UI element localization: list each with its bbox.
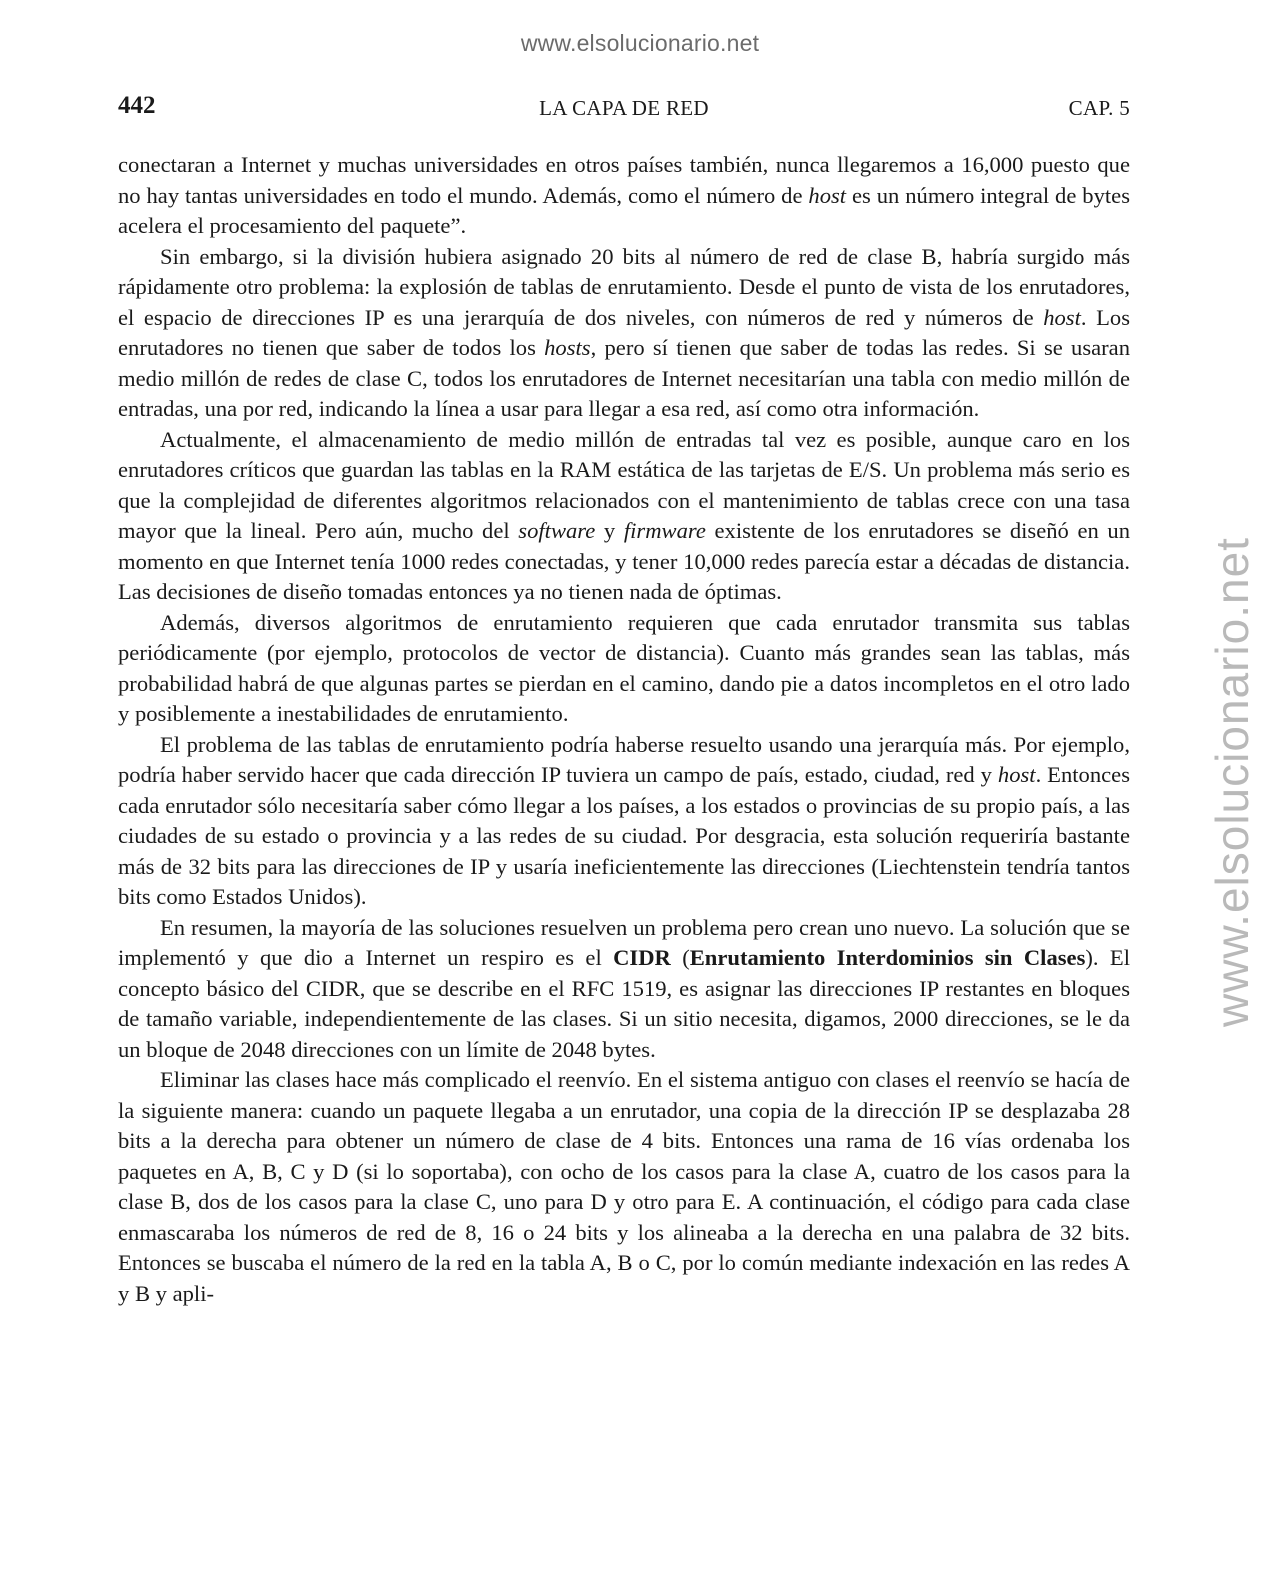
paragraph-1 — [118, 150, 1130, 242]
text: . Entonces cada enrutador sólo necesitaría saber cómo llegar a los países, a los estados o provincias de su propio país, a las ciudades de su estado o provincia y a las redes de su ciudad. Por desgracia, esta solución requeriría bastante más de 32 bits para las direcciones de IP y usaría ineficientemente las direcciones (Liechtenstein tendría tantos bits como Estados Unidos). — [118, 762, 1130, 909]
watermark-top: www.elsolucionario.net — [520, 30, 760, 56]
chapter-label: CAP. 5 — [1068, 96, 1130, 120]
page-header — [118, 92, 1130, 124]
text: es un número integral de bytes acelera el procesamiento del paquete”. — [118, 182, 1130, 238]
italic-term: firmware — [623, 518, 706, 543]
running-title: LA CAPA DE RED — [539, 96, 709, 120]
italic-term: host — [808, 182, 847, 208]
text: Sin embargo, si la división hubiera asignado 20 bits al número de red de clase B, habría surgido más rápidamente otro problema: la explosión de tablas de enrutamiento. Desde el punto de vista de los enrutadores, el espacio de direcciones IP es una jerarquía de dos niveles, con números de red y números de — [118, 243, 1130, 330]
paragraph-7 — [118, 1065, 1130, 1309]
paragraph-4 — [118, 608, 1130, 730]
page-number: 442 — [118, 92, 156, 119]
text: y — [595, 518, 624, 543]
bold-term: Enrutamiento Interdominios sin Clases — [689, 945, 1086, 970]
text: Además, diversos algoritmos de enrutamiento requieren que cada enrutador transmita sus tablas periódicamente (por ejemplo, protocolos de vector de distancia). Cuanto más grandes sean las tablas, más probabilidad habrá de que algunas partes se pierdan en el camino, dando pie a datos incompletos en el otro lado y posiblemente a inestabilidades de enrutamiento. — [118, 609, 1130, 726]
body-text — [118, 150, 1130, 1309]
italic-term: hosts — [544, 335, 591, 360]
text: existente de los enrutadores se diseñó en un momento en que Internet tenía 1000 redes conectadas, y tener 10,000 redes parecía estar a décadas de distancia. Las decisiones de diseño tomadas entonces ya no tienen nada de óptimas. — [118, 518, 1131, 604]
text: Eliminar las clases hace más complicado el reenvío. En el sistema antiguo con clases el reenvío se hacía de la siguiente manera: cuando un paquete llegaba a un enrutador, una copia de la dirección IP se desplazaba 28 bits a la derecha para obtener un número de clase de 4 bits. Entonces una rama de 16 vías ordenaba los paquetes en A, B, C y D (si lo soportaba), con ocho de los casos para la clase A, cuatro de los casos para la clase B, dos de los casos para la clase C, uno para D y otro para E. A continuación, el código para cada clase enmascaraba los números de red de 8, 16 o 24 bits y los alineaba a la derecha en una palabra de 32 bits. Entonces se buscaba el número de la red en la tabla A, B o C, por lo común mediante indexación en las redes A y B y apli- — [118, 1067, 1130, 1306]
bold-term: CIDR — [613, 945, 671, 970]
text: . Los enrutadores no tienen que saber de todos los — [118, 304, 1131, 360]
text: El problema de las tablas de enrutamiento podría haberse resuelto usando una jerarquía más. Por ejemplo, podría haber servido hacer que cada dirección IP tuviera un campo de país, estado, ciudad, red y — [118, 731, 1130, 787]
text: En resumen, la mayoría de las soluciones resuelven un problema pero crean uno nuevo. La solución que se implementó y que dio a Internet un respiro es el — [118, 914, 1130, 970]
text: ( — [670, 945, 690, 970]
italic-term: software — [518, 518, 596, 543]
text: ). El concepto básico del CIDR, que se describe en el RFC 1519, es asignar las direcciones IP restantes en bloques de tamaño variable, independientemente de las clases. Si un sitio necesita, digamos, 2000 direcciones, se le da un bloque de 2048 direcciones con un límite de 2048 bytes. — [118, 945, 1130, 1062]
paragraph-3 — [118, 425, 1130, 608]
paragraph-2 — [118, 242, 1130, 425]
text: , pero sí tienen que saber de todas las redes. Si se usaran medio millón de redes de clase C, todos los enrutadores de Internet necesitarían una tabla con medio millón de entradas, una por red, indicando la línea a usar para llegar a esa red, así como otra información. — [118, 335, 1130, 421]
italic-term: host — [997, 762, 1036, 787]
paragraph-5 — [118, 730, 1130, 913]
watermark-side: www.elsolucionario.net — [1206, 537, 1258, 1027]
text: conectaran a Internet y muchas universidades en otros países también, nunca llegaremos a 16,000 puesto que no hay tantas universidades en todo el mundo. Además, como el número de — [118, 152, 1130, 208]
italic-term: host — [1043, 304, 1081, 330]
text: Actualmente, el almacenamiento de medio millón de entradas tal vez es posible, aunque caro en los enrutadores críticos que guardan las tablas en la RAM estática de las tarjetas de E/S. Un problema más serio es que la complejidad de diferentes algoritmos relacionados con el mantenimiento de tablas crece con una tasa mayor que la lineal. Pero aún, mucho del — [118, 426, 1130, 543]
paragraph-6 — [118, 913, 1130, 1066]
